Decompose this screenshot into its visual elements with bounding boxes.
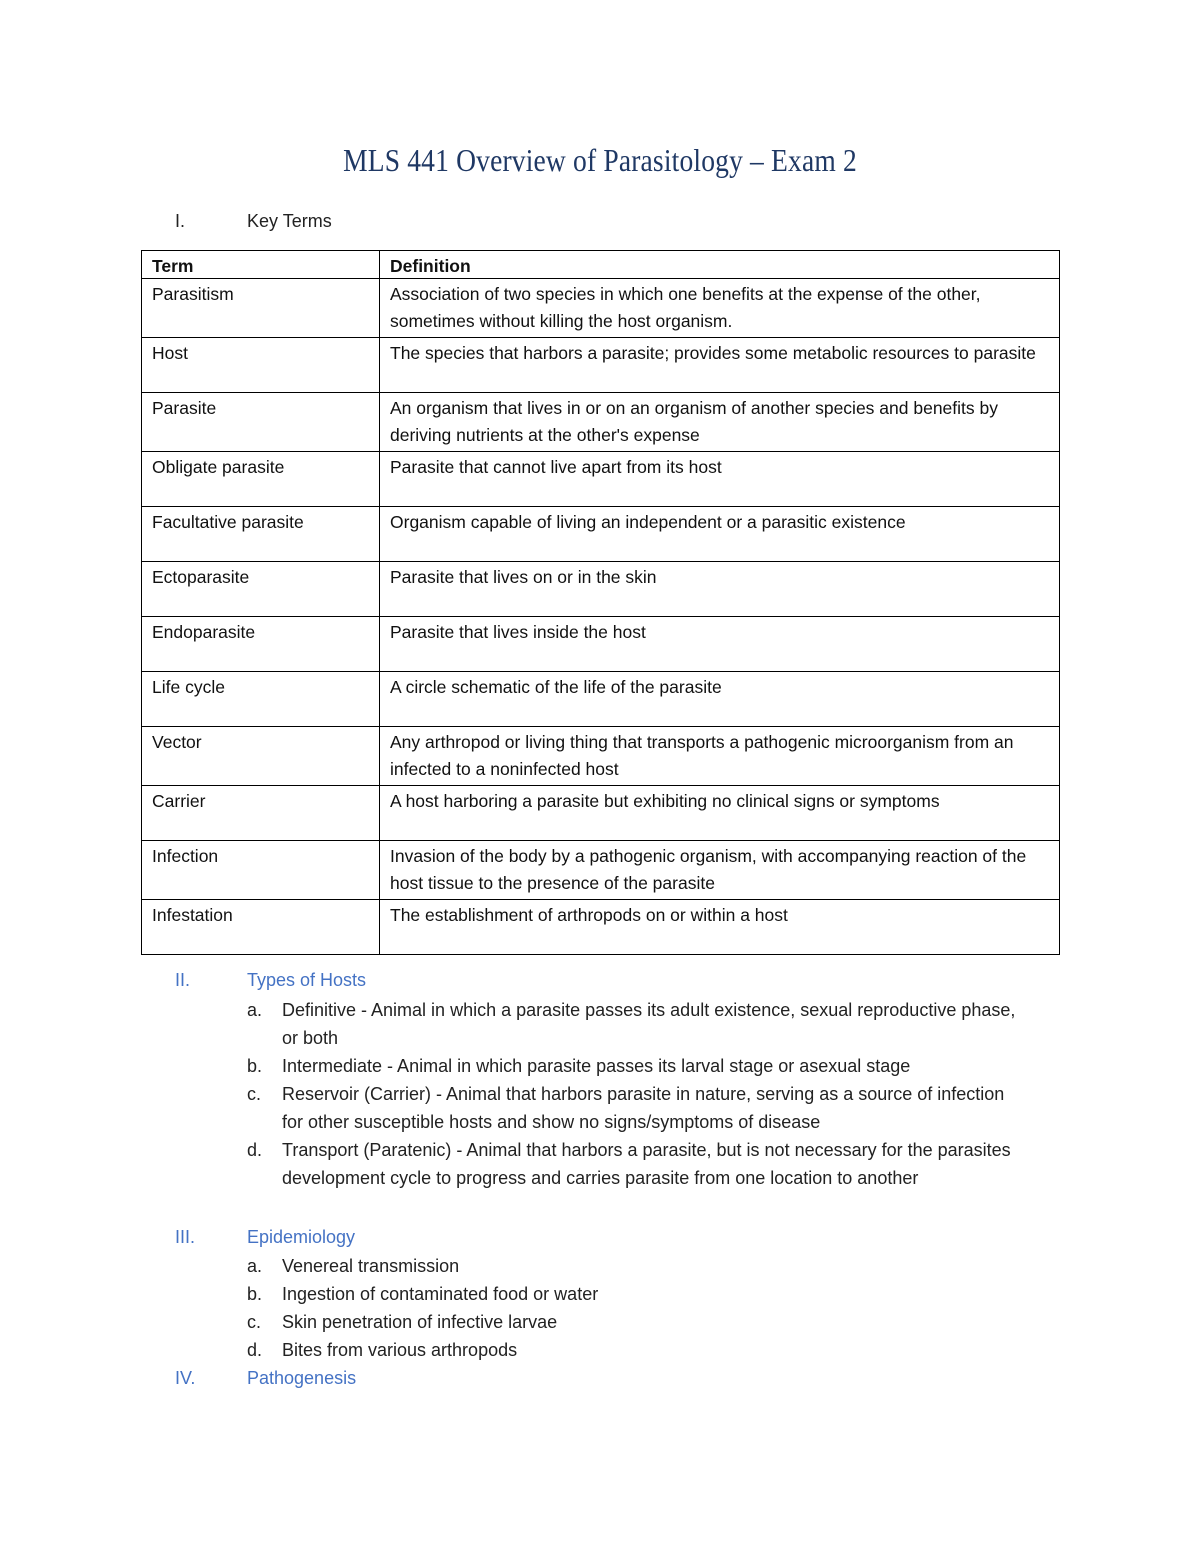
section-number: II. [175,970,191,990]
list-item-text: Reservoir (Carrier) - Animal that harbors parasite in nature, serving as a source of infection for other susceptible hosts and show no signs/symptoms of disease [282,1084,1005,1132]
definition-cell: Any arthropod or living thing that transports a pathogenic microorganism from an infected to a noninfected host [380,727,1060,786]
table-row [142,507,1060,562]
definition-cell: Invasion of the body by a pathogenic organism, with accompanying reaction of the host tissue to the presence of the parasite [380,841,1060,900]
definition-cell: A circle schematic of the life of the parasite [380,672,1060,727]
key-terms-table [141,250,1060,955]
list-marker: a. [247,1000,263,1020]
definition-cell: Parasite that lives inside the host [380,617,1060,672]
term-cell: Parasite [142,393,380,452]
definition-cell: The establishment of arthropods on or within a host [380,900,1060,955]
term-cell: Obligate parasite [142,452,380,507]
list-item [247,1336,1027,1364]
list-marker: b. [247,1056,263,1076]
list-item-text: Venereal transmission [282,1256,460,1276]
table-row [142,786,1060,841]
list-item [247,1080,1027,1136]
table-row [142,617,1060,672]
term-cell: Parasitism [142,279,380,338]
list-item [247,1252,1027,1280]
term-cell: Facultative parasite [142,507,380,562]
list-item [247,1136,1027,1192]
definition-cell: An organism that lives in or on an organism of another species and benefits by deriving nutrients at the other's expense [380,393,1060,452]
term-cell: Infection [142,841,380,900]
term-cell: Endoparasite [142,617,380,672]
definition-cell: Parasite that lives on or in the skin [380,562,1060,617]
list-item-text: Intermediate - Animal in which parasite passes its larval stage or asexual stage [282,1056,911,1076]
table-row [142,672,1060,727]
column-header-definition: Definition [380,251,1060,279]
table-row [142,562,1060,617]
section-label: Epidemiology [247,1227,356,1247]
table-row [142,393,1060,452]
list-marker: a. [247,1256,263,1276]
epidemiology-list [247,1252,1027,1364]
section-number: IV. [175,1368,196,1388]
table-row [142,279,1060,338]
definition-cell: A host harboring a parasite but exhibiting no clinical signs or symptoms [380,786,1060,841]
section-number: I. [175,211,186,231]
list-item [247,996,1027,1052]
table-row [142,452,1060,507]
section-label: Types of Hosts [247,970,367,990]
list-item-text: Skin penetration of infective larvae [282,1312,558,1332]
term-cell: Carrier [142,786,380,841]
table-row [142,727,1060,786]
table-header-row [142,251,1060,279]
term-cell: Infestation [142,900,380,955]
list-marker: d. [247,1340,263,1360]
list-item [247,1052,1027,1080]
hosts-list [247,996,1027,1192]
table-row [142,338,1060,393]
list-item-text: Transport (Paratenic) - Animal that harbors a parasite, but is not necessary for the parasites development cycle to progress and carries parasite from one location to another [282,1140,1011,1188]
table-row [142,900,1060,955]
list-item [247,1308,1027,1336]
list-marker: b. [247,1284,263,1304]
list-item-text: Bites from various arthropods [282,1340,518,1360]
page-title: MLS 441 Overview of Parasitology – Exam 2 [343,142,857,178]
list-marker: c. [247,1312,262,1332]
list-item-text: Ingestion of contaminated food or water [282,1284,599,1304]
section-label: Key Terms [247,211,332,231]
definition-cell: The species that harbors a parasite; provides some metabolic resources to parasite [380,338,1060,393]
list-item-text: Definitive - Animal in which a parasite passes its adult existence, sexual reproductive phase, or both [282,1000,1016,1048]
section-number: III. [175,1227,196,1247]
list-marker: c. [247,1084,262,1104]
term-cell: Host [142,338,380,393]
column-header-term: Term [142,251,380,279]
definition-cell: Parasite that cannot live apart from its host [380,452,1060,507]
table-row [142,841,1060,900]
section-label: Pathogenesis [247,1368,357,1388]
list-marker: d. [247,1140,263,1160]
term-cell: Life cycle [142,672,380,727]
list-item [247,1280,1027,1308]
term-cell: Ectoparasite [142,562,380,617]
term-cell: Vector [142,727,380,786]
definition-cell: Association of two species in which one benefits at the expense of the other, sometimes without killing the host organism. [380,279,1060,338]
definition-cell: Organism capable of living an independent or a parasitic existence [380,507,1060,562]
